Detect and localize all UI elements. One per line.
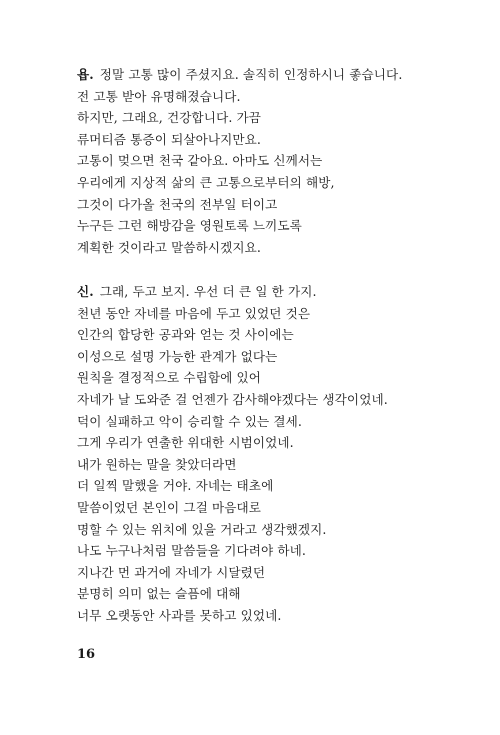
- text-line: 누구든 그런 해방감을 영원토록 느끼도록: [77, 218, 302, 234]
- text-line: 인간의 합당한 공과와 얻는 것 사이에는: [77, 327, 294, 343]
- line-text: 그래, 두고 보지. 우선 더 큰 일 한 가지.: [99, 284, 317, 299]
- text-line: 우리에게 지상적 삶의 큰 고통으로부터의 해방,: [77, 174, 335, 190]
- text-line: 그게 우리가 연출한 위대한 시범이었네.: [77, 435, 294, 451]
- text-line: 너무 오랫동안 사과를 못하고 있었네.: [77, 607, 282, 623]
- line-text: 정말 고통 많이 주셨지요. 솔직히 인정하시니 좋습니다.: [99, 67, 403, 82]
- text-line: 명할 수 있는 위치에 있을 거라고 생각했겠지.: [77, 521, 327, 537]
- text-line: 이성으로 설명 가능한 관계가 없다는: [77, 348, 278, 364]
- text-line: 지나간 먼 과거에 자네가 시달렸던: [77, 564, 266, 580]
- text-line: [77, 64, 477, 86]
- speaker-label: 욥.: [77, 67, 94, 82]
- text-line: 원칙을 결정적으로 수립함에 있어: [77, 370, 262, 386]
- speaker-label: 신.: [77, 284, 94, 299]
- text-line: 자네가 날 도와준 걸 언젠가 감사해야겠다는 생각이었네.: [77, 391, 388, 407]
- text-line: 고통이 멎으면 천국 같아요. 아마도 신께서는: [77, 153, 323, 169]
- text-line: 덕이 실패하고 악이 승리할 수 있는 결세.: [77, 413, 302, 429]
- text-line: 내가 원하는 말을 찾았더라면: [77, 456, 237, 472]
- text-line: 계획한 것이라고 말씀하시겠지요.: [77, 239, 262, 255]
- text-line: 하지만, 그래요, 건강합니다. 가끔: [77, 110, 262, 126]
- text-line: 그것이 다가올 천국의 전부일 터이고: [77, 196, 278, 212]
- stanza-job: [77, 64, 477, 258]
- stanza-god: [77, 281, 477, 627]
- text-line: [77, 281, 477, 303]
- page-number: 16: [77, 647, 96, 662]
- text-line: 전 고통 받아 유명해졌습니다.: [77, 88, 241, 104]
- text-line: 천년 동안 자네를 마음에 두고 있었던 것은: [77, 305, 311, 321]
- text-line: 더 일찍 말했을 거야. 자네는 태초에: [77, 478, 274, 494]
- text-line: 분명히 의미 없는 슬픔에 대해: [77, 586, 241, 602]
- text-line: 말씀이었던 본인이 그걸 마음대로: [77, 499, 262, 515]
- text-line: 류머티즘 통증이 되살아나지만요.: [77, 131, 262, 147]
- text-line: 나도 누구나처럼 말씀들을 기다려야 하네.: [77, 543, 307, 559]
